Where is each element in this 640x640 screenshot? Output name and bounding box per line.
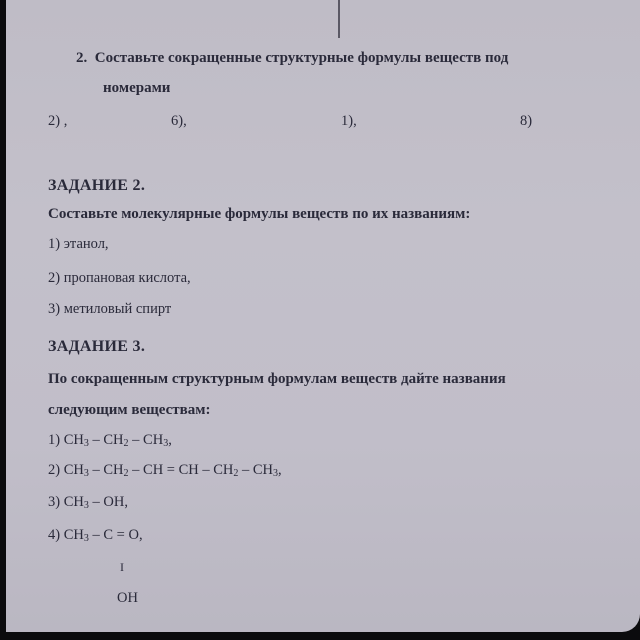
- task-top-num-4: 8): [520, 113, 533, 129]
- formula-part: CH: [63, 527, 84, 543]
- formula-part: CH: [63, 462, 84, 478]
- formula-part: – CH = CH – CH: [128, 462, 234, 478]
- task-top-num-2: 6),: [171, 113, 187, 129]
- formula-subscript: 3: [83, 533, 89, 544]
- formula-subscript: 2: [123, 468, 129, 479]
- formula-part: – CH: [238, 462, 274, 478]
- task-top-line2: номерами: [103, 80, 171, 96]
- formula-subscript: 3: [83, 468, 89, 479]
- formula-part: – OH,: [88, 494, 128, 510]
- task-top-number: 2.: [76, 50, 88, 66]
- formula-part: CH: [63, 494, 84, 510]
- task2-item-2: 2) пропановая кислота,: [48, 270, 191, 286]
- formula-part: – C = O,: [88, 527, 143, 543]
- task3-heading: ЗАДАНИЕ 3.: [48, 338, 146, 355]
- task2-prompt: Составьте молекулярные формулы веществ по их названиям:: [48, 206, 471, 222]
- formula-part: CH: [63, 432, 84, 448]
- bond-vertical: I: [120, 560, 124, 574]
- formula-part: – CH: [128, 432, 164, 448]
- formula-label: 3): [48, 494, 64, 510]
- task2-item-1: 1) этанол,: [48, 236, 109, 252]
- task-top-line1: [76, 50, 508, 67]
- formula-part: ,: [168, 432, 172, 448]
- formula-subscript: 3: [163, 438, 169, 449]
- formula-label: 1): [48, 432, 64, 448]
- task-top-num-1: 2) ,: [48, 113, 68, 129]
- task3-formula-1: [48, 432, 172, 449]
- formula-subscript: 3: [83, 438, 89, 449]
- task2-heading: ЗАДАНИЕ 2.: [48, 177, 146, 194]
- formula-subscript: 3: [273, 468, 279, 479]
- formula-part: – CH: [88, 432, 124, 448]
- task3-formula-3: [48, 494, 128, 511]
- formula-label: 4): [48, 527, 64, 543]
- formula-part: ,: [278, 462, 282, 478]
- task2-item-3: 3) метиловый спирт: [48, 301, 172, 317]
- formula-part: – CH: [88, 462, 124, 478]
- formula-subscript: 2: [233, 468, 239, 479]
- hydroxyl-group: OH: [117, 590, 138, 606]
- paper-sheet: [6, 0, 640, 632]
- formula-label: 2): [48, 462, 64, 478]
- task3-formula-4: [48, 527, 143, 544]
- task3-prompt-line1: По сокращенным структурным формулам веществ дайте названия: [48, 371, 506, 387]
- task-top-text: Составьте сокращенные структурные формулы веществ под: [94, 50, 509, 66]
- formula-subscript: 2: [123, 438, 129, 449]
- page-fold-line: [338, 0, 340, 38]
- formula-subscript: 3: [83, 500, 89, 511]
- task3-formula-2: [48, 462, 282, 479]
- task3-prompt-line2: следующим веществам:: [48, 402, 211, 418]
- task-top-num-3: 1),: [341, 113, 357, 129]
